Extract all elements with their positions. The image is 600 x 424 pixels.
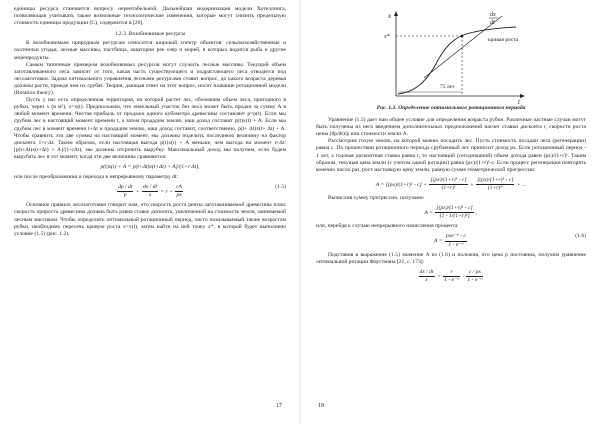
paragraph-3: Вычислив сумму прогрессии, получаем: bbox=[328, 195, 425, 202]
paragraph-2: Самым типичным примером возобновимых ресурсов могут служить лесные массивы. Текущий объем заготавливаемого леса зависит от того, какая часть существующего и подрастающего леса отводится под лесозаготовки. Задача оптимального управления лесными ресурсами ставит вопрос, до какого возраста деревья должны расти, прежде чем их срубят. Теория, дающая ответ на этот вопрос, носит название ротационной модели (Rotation theory). bbox=[14, 61, 286, 97]
fraction-land-rent: $\frac{rA}{px}$ bbox=[176, 184, 182, 199]
tangent-label-num: dx bbox=[490, 12, 496, 18]
y-axis-arrow bbox=[394, 11, 398, 16]
curve-label: кривая роста bbox=[488, 37, 519, 43]
fraction-price-growth: $\frac{dp / dt}{p}$ bbox=[118, 184, 133, 199]
tangent-label-den: dt bbox=[490, 20, 495, 26]
growth-curve-chart bbox=[376, 8, 526, 104]
section-heading: 1.2.3. Возобновимые ресурсы bbox=[114, 31, 186, 38]
formula-1-6: A = $\frac{\text{pxe⁻ʳᵗ - c}}{\text{1 - e⁻ʳᵗ}}$ (1.6) bbox=[434, 233, 586, 248]
figure-caption: Рис. 1.2. Определение оптимального ротационного периода bbox=[376, 105, 526, 111]
right-page bbox=[300, 0, 600, 424]
paragraph-5: Основное правило лесозаготовки говорит нам, что скорость роста ренты заготавливаемой древесины плюс скорость прироста древесины должна быть равна ставке дисконта, увеличенной на стоимость земли, занимаемой лесным массивом. Чтобы определить оптимальный ротационный период, часто показываемый также возрастом рубки, необходимо пересечь кривую роста x=x(t), затем найти на ней точку x*, в которой будет выполнено условие (1.5) (рис. 1.2). bbox=[14, 202, 286, 237]
formula-faustmann: $\frac{dx / dt}{x}$ = $\frac{r}{\text{1 - e⁻ʳᵗ}}$ · $\frac{c / px}{\text{1 - e⁻ʳᵗ}}$ bbox=[419, 268, 483, 283]
page-number-right: 18 bbox=[318, 402, 324, 409]
paragraph-5: Подставив в выражение (1.5) значение A из (1.6) и положив, что цена p постоянна, получим уравнение оптимальной ротации Фаустмана [21, с. 173]: bbox=[316, 251, 586, 265]
paragraph-3: Пусть у нас есть определенная территория, на которой растет лес, обозначим объем леса, пригодного в рубки, через x (в м³), x=x(t). Предположим, что земельный участок без леса может быть продан за сумму A в любой момент времени. Чистая прибыль от продажи одного кубометра древесины составляет p=p(t). Если мы срубим лес в настоящий момент времени t, а затем продадим землю, наш доход составит p(t)x(t) + A. Если мы срубим лес в момент времени t+Δt и продадим землю, наш доход составит, соответственно, p(t+ Δt)x(t+ Δt) + A. Чтобы сравнить эти две суммы на настоящий момент, мы должны поделить последнюю величину на фактор дисконта 1+r·Δt. Таким образом, если настоящая выгода p(t)x(t) + A меньше, чем выгода на момент t+Δt: [p(t+Δt)x(t+Δt) + A]/(1+rΔt), мы должны отсрочить вырубку. Максимальный доход мы получим, если будем вырубать лес в тот момент, когда эти две величины сравняются: bbox=[14, 97, 286, 160]
intro-paragraph: единицы ресурса становится вопросу нерентабельной. Дальнейшая модернизация модели Хотеллинга, позволяющая учитывать также возможные технологические изменения, которые могут снизить предельную стоимость единицы продукции (C), содержится в [20]. bbox=[14, 6, 286, 27]
paragraph-1: К возобновимым природным ресурсам относится широкий спектр объектов: сельскохозяйственные и охотничьи угодья, лесные массивы, пастбища, акватории рек озер и морей, в которых водится рыба и другие морепродукты. bbox=[14, 40, 286, 61]
formula-equilibrium: p(t)x(t) + A = p(t+Δt)x(t+Δt) + A]/(1+r·Δt), bbox=[100, 163, 200, 170]
equation-number: (1.5) bbox=[275, 184, 286, 191]
x-axis-label: t bbox=[518, 98, 520, 104]
y-axis-label: x bbox=[388, 12, 392, 20]
paragraph-2: Рассмотрим голую землю, на которой можно посадить лес. Пусть стоимость посадки леса (регенерации) равна c. По прошествии ротационного периода срубленный лес приносит доход px. Если ротационный период - 1 лет, а годовая дисконтная ставка равна r, то настоящий (сегодняшний) объем дохода равен (px)/(1+r)¹. Таким образом, текущая цена земли (с учетом одной ротации) равна (px)/(1+r)¹-c. Если процесс регенерации повторять конечно число раз, рост настоящую цену земли, равную сумме геометрической прогрессии: bbox=[316, 138, 586, 173]
years-label: 75 лет bbox=[440, 84, 455, 90]
formula-1-5: $\frac{dp / dt}{p}$ + $\frac{dx / dt}{x}$ = r + $\frac{rA}{px}$ (1.5) bbox=[118, 184, 286, 199]
formula-geometric-sum: A = [(px)/(1+r)¹ - c] + $\frac{\text{[(px)/(1+r)¹ - c]}}{\text{(1+r)¹}}$ + $\frac{\text{[(px)/(1+r)¹ - c]}}{\text{(1+r)²ᵗ}}$ + ... bbox=[375, 176, 527, 191]
paragraph-4: или, перейдя к случаю непрерывного начисления процента: bbox=[316, 223, 459, 230]
x-axis-arrow bbox=[520, 94, 525, 98]
optimum-point bbox=[461, 35, 464, 38]
fraction-volume-growth: $\frac{dx / dt}{x}$ bbox=[142, 184, 157, 199]
x-star-label: x* bbox=[384, 34, 390, 40]
paragraph-1: Уравнение (1.5) дает нам общее условие для определения возраста рубки. Различные частные случаи могут быть получены из него введением дополнительных предположений насчет ставки дисконта r, скорости роста цены (dp/dt)/p или стоимости земли A. bbox=[316, 117, 586, 138]
page-number-left: 17 bbox=[276, 402, 282, 409]
equation-number: (1.6) bbox=[575, 233, 586, 240]
formula-sum-result: A = $\frac{\text{[(px)/(1+r)¹ - c]}}{\text{[1 - 1/(1+r)¹]}}$ , bbox=[424, 205, 478, 220]
paragraph-4: или после преобразования и перехода к непрерывному параметру dt: bbox=[14, 174, 179, 181]
